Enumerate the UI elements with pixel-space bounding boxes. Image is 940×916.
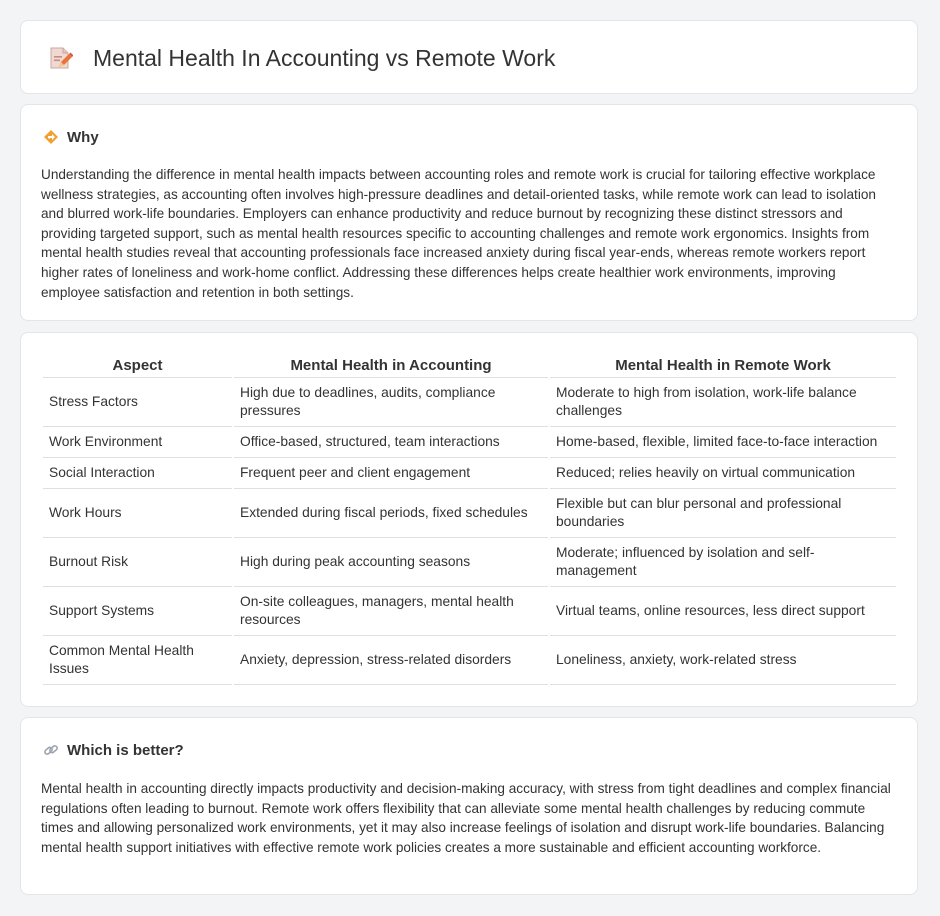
accounting-cell: Extended during fiscal periods, fixed schedules <box>234 489 548 538</box>
diamond-direction-icon <box>43 129 59 145</box>
why-title: Why <box>67 128 99 146</box>
accounting-cell: High during peak accounting seasons <box>234 538 548 587</box>
aspect-cell: Work Environment <box>43 427 232 458</box>
remote-cell: Moderate; influenced by isolation and self-management <box>550 538 896 587</box>
table-row <box>43 427 896 458</box>
table-header-row <box>43 353 896 378</box>
comparison-table <box>41 353 898 685</box>
why-section <box>20 104 918 321</box>
accounting-cell: Frequent peer and client engagement <box>234 458 548 489</box>
title-card <box>20 20 918 94</box>
remote-cell: Loneliness, anxiety, work-related stress <box>550 636 896 685</box>
aspect-cell: Stress Factors <box>43 378 232 427</box>
why-heading <box>43 127 99 147</box>
header-aspect: Aspect <box>43 353 232 378</box>
header-accounting: Mental Health in Accounting <box>234 353 548 378</box>
table-row <box>43 587 896 636</box>
aspect-cell: Support Systems <box>43 587 232 636</box>
table-row <box>43 538 896 587</box>
better-heading <box>43 740 184 760</box>
accounting-cell: Office-based, structured, team interactions <box>234 427 548 458</box>
aspect-cell: Work Hours <box>43 489 232 538</box>
remote-cell: Virtual teams, online resources, less direct support <box>550 587 896 636</box>
header-remote-work: Mental Health in Remote Work <box>550 353 896 378</box>
table-row <box>43 636 896 685</box>
better-title: Which is better? <box>67 741 184 759</box>
remote-cell: Flexible but can blur personal and professional boundaries <box>550 489 896 538</box>
table-row <box>43 378 896 427</box>
aspect-cell: Social Interaction <box>43 458 232 489</box>
link-icon <box>43 742 59 758</box>
why-text: Understanding the difference in mental health impacts between accounting roles and remote work is crucial for tailoring effective workplace wellness strategies, as accounting often involves high-pressure deadlines and detail-oriented tasks, while remote work can lead to isolation and blurred work-life boundaries. Employers can enhance productivity and reduce burnout by recognizing these distinct stressors and providing targeted support, such as mental health resources specific to accounting challenges and remote work ergonomics. Insights from mental health studies reveal that accounting professionals face increased anxiety during fiscal year-ends, whereas remote workers report higher rates of loneliness and work-home conflict. Addressing these differences helps create healthier work environments, improving employee satisfaction and retention in both settings. <box>41 167 876 300</box>
which-is-better-section <box>20 717 918 895</box>
remote-cell: Reduced; relies heavily on virtual communication <box>550 458 896 489</box>
accounting-cell: On-site colleagues, managers, mental health resources <box>234 587 548 636</box>
page-title: Mental Health In Accounting vs Remote Work <box>93 45 556 71</box>
aspect-cell: Common Mental Health Issues <box>43 636 232 685</box>
better-text: Mental health in accounting directly impacts productivity and decision-making accuracy, with stress from tight deadlines and complex financial regulations often leading to burnout. Remote work offers flexibility that can alleviate some mental health challenges by reducing commute times and allowing personalized work environments, yet it may also increase feelings of isolation and disrupt work-life boundaries. Balancing mental health support initiatives with effective remote work policies creates a more sustainable and efficient accounting workforce. <box>41 781 891 855</box>
accounting-cell: Anxiety, depression, stress-related disorders <box>234 636 548 685</box>
remote-cell: Home-based, flexible, limited face-to-face interaction <box>550 427 896 458</box>
comparison-section <box>20 332 918 707</box>
accounting-cell: High due to deadlines, audits, compliance pressures <box>234 378 548 427</box>
table-row <box>43 489 896 538</box>
table-row <box>43 458 896 489</box>
document-edit-icon <box>47 45 73 71</box>
remote-cell: Moderate to high from isolation, work-life balance challenges <box>550 378 896 427</box>
aspect-cell: Burnout Risk <box>43 538 232 587</box>
